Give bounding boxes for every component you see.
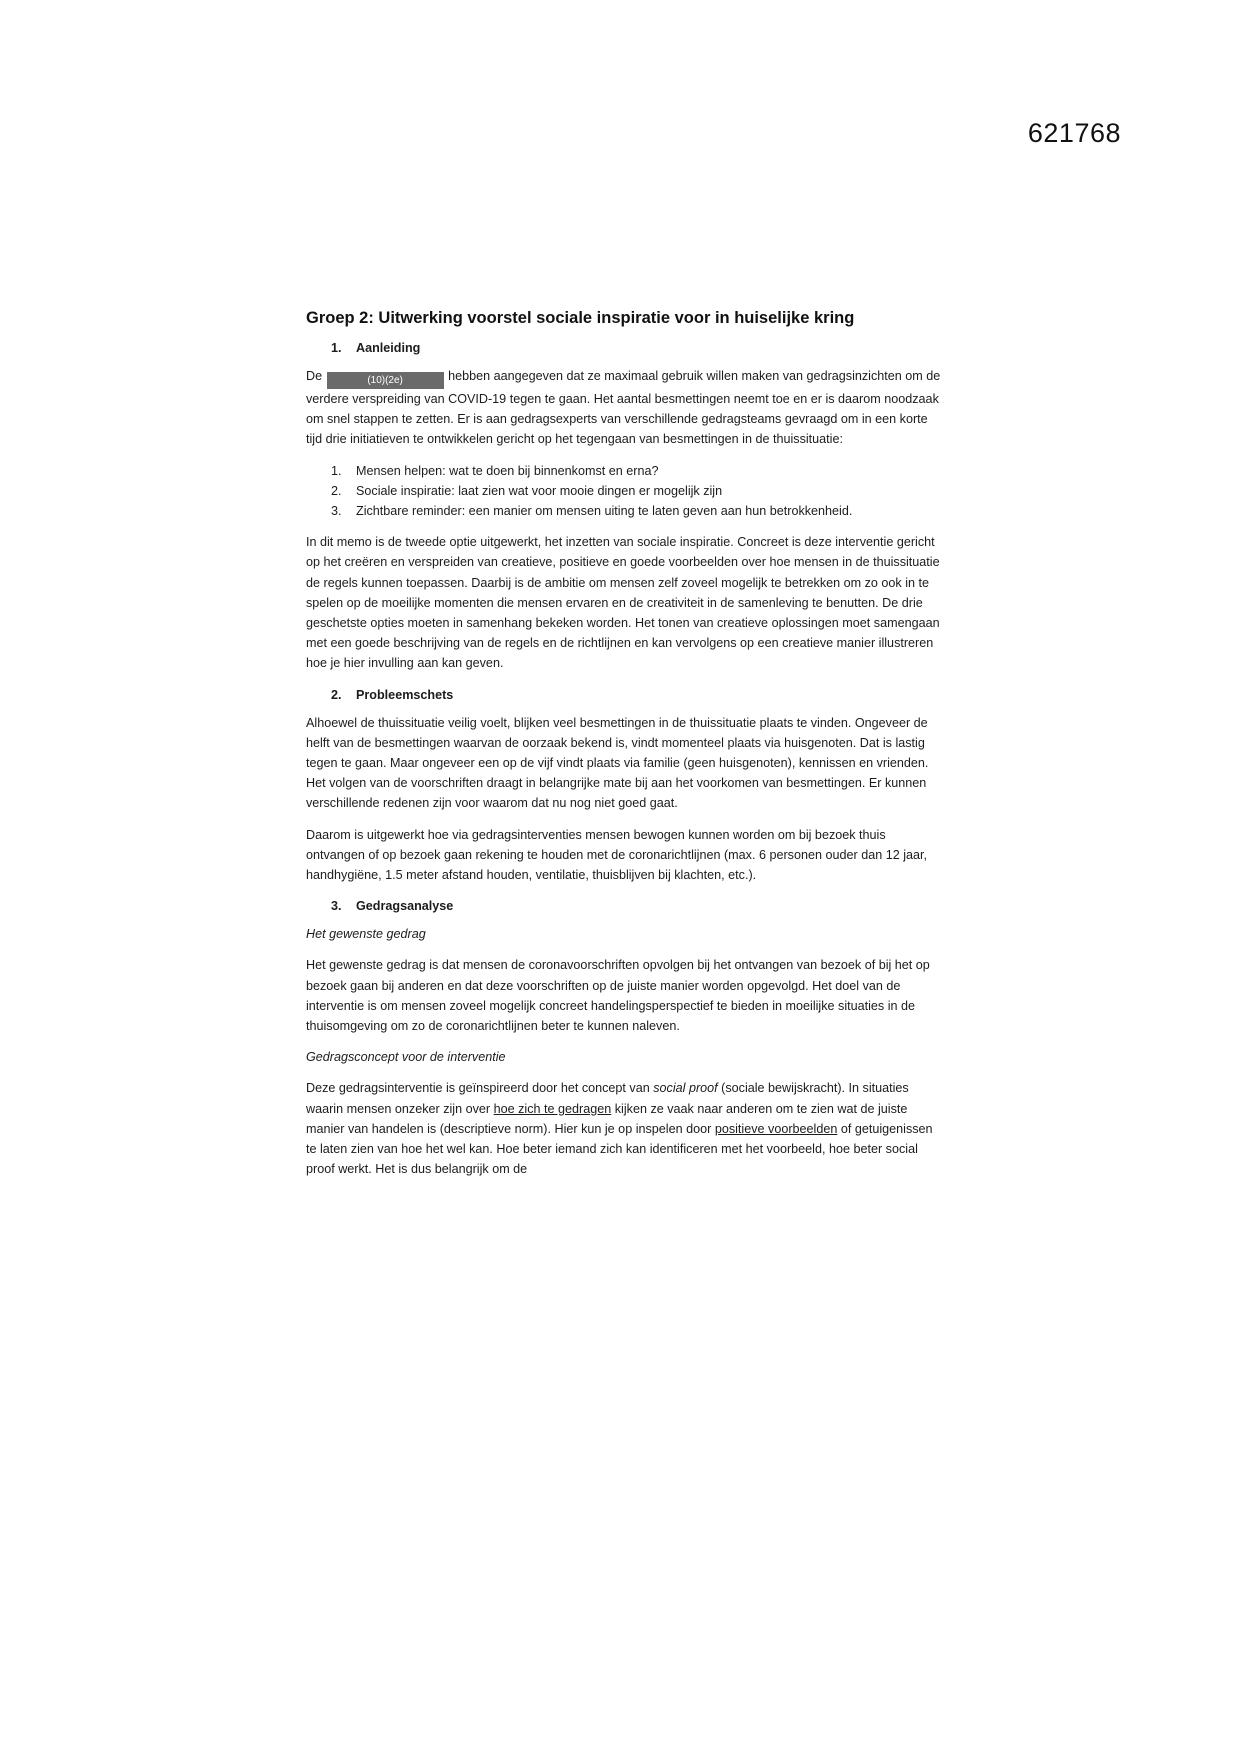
section-number: 3. — [331, 899, 342, 914]
redaction-block: (10)(2e) — [327, 372, 444, 389]
paragraph — [306, 1078, 942, 1179]
section-heading-text: Gedragsanalyse — [356, 899, 454, 914]
paragraph-text: kijken ze vaak naar anderen om te zien wat de juiste manier van handelen is (descriptieve norm). Hier kun je op inspelen door — [306, 1101, 908, 1136]
section-number: 2. — [331, 687, 342, 702]
section-number: 1. — [331, 341, 342, 355]
document-number: 621768 — [1027, 118, 1121, 148]
list-item — [306, 481, 942, 501]
section-heading-text: Aanleiding — [356, 341, 421, 355]
paragraph: Alhoewel de thuissituatie veilig voelt, blijken veel besmettingen in de thuissituatie plaats te vinden. Ongeveer de helft van de besmettingen waarvan de oorzaak bekend is, vindt momenteel plaats via huisgenoten. Dat is lastig tegen te gaan. Maar ongeveer een op de vijf vindt plaats via familie (geen huisgenoten), kennissen en vrienden. Het volgen van de voorschriften draagt in belangrijke mate bij aan het voorkomen van besmettingen. Er kunnen verschillende redenen zijn voor waarom dat nu nog niet goed gaat. — [306, 715, 929, 811]
memo-content — [306, 306, 942, 1191]
list-item — [306, 461, 942, 481]
paragraph-text: Deze gedragsinterventie is geïnspireerd door het concept van — [306, 1081, 654, 1096]
initiatives-list — [306, 461, 942, 522]
subheading-gedragsconcept: Gedragsconcept voor de interventie — [306, 1050, 506, 1065]
paragraph: Daarom is uitgewerkt hoe via gedragsinterventies mensen bewogen kunnen worden om bij bezoek thuis ontvangen of op bezoek gaan rekening te houden met de coronarichtlijnen (max. 6 personen ouder dan 12 jaar, handhygiëne, 1.5 meter afstand houden, ventilatie, thuisblijven bij klachten, etc.). — [306, 827, 928, 883]
section-heading-probleemschets — [306, 685, 942, 705]
paragraph-text: hebben aangegeven dat ze maximaal gebruik willen maken van gedragsinzichten om de verdere verspreiding van COVID-19 tegen te gaan. Het aantal besmettingen neemt toe en er is daarom noodzaak om snel stappen te zetten. Er is aan gedragsexperts van verschillende gedragsteams gevraagd om in een korte tijd drie initiatieven te ontwikkelen gericht op het tegengaan van besmettingen in de thuissituatie: — [306, 369, 941, 447]
paragraph: Het gewenste gedrag is dat mensen de coronavoorschriften opvolgen bij het ontvangen van bezoek of bij het op bezoek gaan bij anderen en dat deze voorschriften op de juiste manier worden opgevolgd. Het doel van de interventie is om mensen zoveel mogelijk concreet handelingsperspectief te bieden in moeilijke situaties in de thuisomgeving om zo de coronarichtlijnen beter te kunnen naleven. — [306, 958, 930, 1034]
section-heading-aanleiding — [306, 338, 942, 358]
paragraph-text: (sociale bewijskracht). In situaties waarin mensen onzeker zijn over — [306, 1081, 909, 1116]
subheading-gewenste-gedrag: Het gewenste gedrag — [306, 927, 426, 942]
paragraph-text: of getuigenissen te laten zien van hoe het wel kan. Hoe beter iemand zich kan identificeren met het voorbeeld, hoe beter social proof werkt. Het is dus belangrijk om de — [306, 1121, 933, 1177]
section-heading-text: Probleemschets — [356, 687, 454, 702]
list-item-number: 3. — [331, 504, 342, 519]
underlined-phrase: positieve voorbeelden — [714, 1121, 838, 1136]
list-item — [306, 501, 942, 521]
paragraph — [306, 366, 942, 450]
italic-term: social proof — [653, 1081, 718, 1096]
paragraph: In dit memo is de tweede optie uitgewerkt, het inzetten van sociale inspiratie. Concreet is deze interventie gericht op het creëren en verspreiden van creatieve, positieve en goede voorbeelden over hoe mensen in de thuissituatie de regels kunnen toepassen. Daarbij is de ambitie om mensen zelf zoveel mogelijk te betrekken om zo ook in te spelen op de moeilijke momenten die mensen ervaren en de creativiteit in de samenleving te benutten. De drie geschetste opties moeten in samenhang bekeken worden. Het tonen van creatieve oplossingen moet samengaan met een goede beschrijving van de regels en de richtlijnen en kan vervolgens op een creatieve manier illustreren hoe je hier invulling aan kan geven. — [306, 535, 940, 671]
list-item-text: Sociale inspiratie: laat zien wat voor mooie dingen er mogelijk zijn — [356, 483, 723, 498]
section-heading-gedragsanalyse — [306, 896, 942, 916]
list-item-number: 2. — [331, 483, 342, 498]
document-title: Groep 2: Uitwerking voorstel sociale inspiratie voor in huiselijke kring — [306, 309, 855, 327]
paragraph-text: De — [306, 369, 323, 383]
list-item-text: Mensen helpen: wat te doen bij binnenkomst en erna? — [356, 463, 659, 478]
list-item-number: 1. — [331, 463, 342, 478]
list-item-text: Zichtbare reminder: een manier om mensen uiting te laten geven aan hun betrokkenheid. — [356, 504, 853, 519]
underlined-phrase: hoe zich te gedragen — [493, 1101, 612, 1116]
